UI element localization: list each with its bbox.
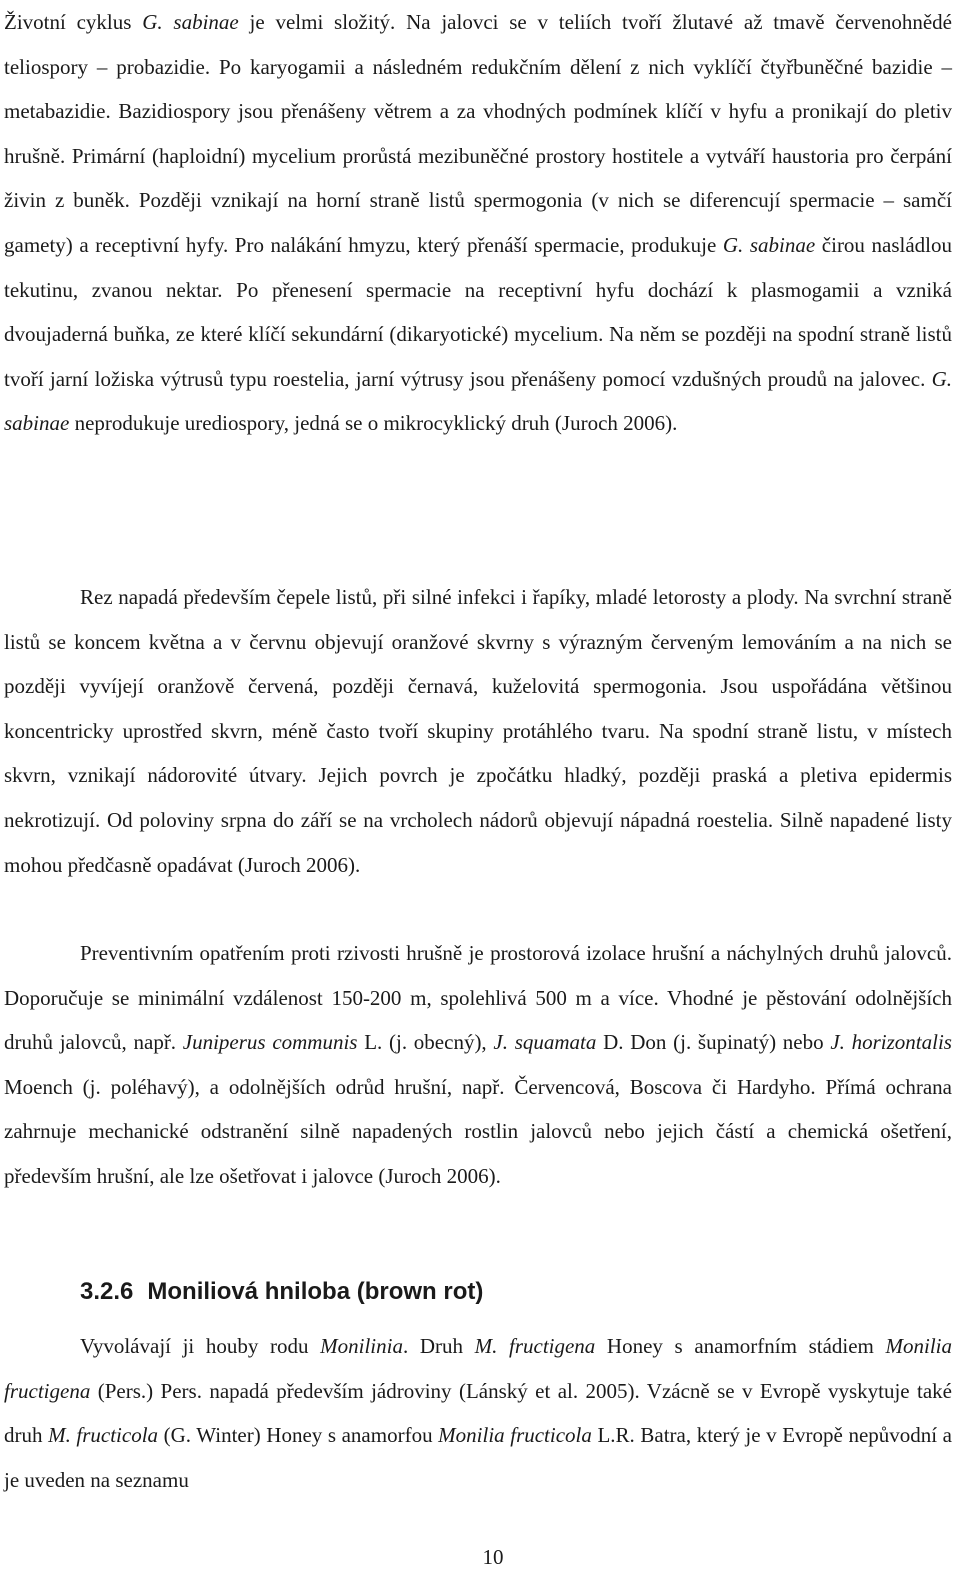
section-number: 3.2.6 [80,1278,134,1305]
text-run: neprodukuje urediospory, jedná se o mikrocyklický druh (Juroch 2006). [69,411,678,436]
species-name: G. sabinae [4,366,952,436]
species-name: Monilia fructicola [438,1423,592,1448]
text-run: D. Don (j. šupinatý) nebo [596,1030,831,1055]
section-title: Moniliová hniloba (brown rot) [147,1278,484,1305]
text-run: Vyvolávají ji houby rodu [80,1334,321,1358]
species-name: J. horizontalis [830,1030,952,1055]
text-run: L.R. Batra, který je v Evropě nepůvodní a je uveden na seznamu [4,1423,953,1492]
species-name: M. fructigena [474,1334,596,1358]
paragraph-symptoms [4,575,952,887]
species-name: Monilinia [320,1334,403,1358]
text-run: (Pers.) Pers. napadá především jádroviny (Lánský et al. 2005). Vzácně se v Evropě vyskytuje také druh [4,1378,952,1448]
text-run: Životní cyklus [4,10,143,34]
text-run: Rez napadá především čepele listů, při silné infekci i řapíky, mladé letorosty a plody. Na svrchní straně listů se koncem května a v červnu objevují oranžové skvrny s výrazným červeným lemováním a na nich se později vyvíjejí oranžově červená, později černavá, kuželovitá spermogonia. Jsou uspořádána většinou koncentricky uprostřed skvrn, méně často tvoří skupiny protáhlého tvaru. Na spodní straně listu, v místech skvrn, vznikají nádorovité útvary. Jejich povrch je zpočátku hladký, později praská a pletiva epidermis nekrotizují. Od poloviny srpna do září se na vrcholech nádorů objevují nápadná roestelia. Silně napadené listy mohou předčasně opadávat (Juroch 2006). [4,585,952,877]
text-run: Preventivním opatřením proti rzivosti hrušně je prostorová izolace hrušní a náchylných druhů jalovců. Doporučuje se minimální vzdálenost 150-200 m, spolehlivá 500 m a více. Vhodné je pěstování odolnějších druhů jalovců, např. [4,941,952,1055]
section-heading [80,1272,483,1312]
species-name: M. fructicola [48,1423,159,1448]
paragraph-life-cycle [4,0,952,446]
species-name: G. sabinae [722,232,816,257]
species-name: Monilia fructigena [4,1334,953,1403]
species-name: G. sabinae [142,10,239,34]
species-name: J. squamata [493,1030,597,1055]
text-run: čirou nasládlou tekutinu, zvanou nektar. Po přenesení spermacie na receptivní hyfu dochází k plasmogamii a vzniká dvoujaderná buňka, ze které klíčí sekundární (dikaryotické) mycelium. Na něm se později na spodní straně listů tvoří jarní ložiska výtrusů typu roestelia, jarní výtrusy jsou přenášeny pomocí vzdušných proudů na jalovec. [4,232,952,391]
text-run: Moench (j. poléhavý), a odolnějších odrůd hrušní, např. Červencová, Boscova či Hardyho. Přímá ochrana zahrnuje mechanické odstranění silně napadených rostlin jalovců nebo jejich částí a chemická ošetření, především hrušní, ale lze ošetřovat i jalovce (Juroch 2006). [4,1074,952,1188]
text-run: (G. Winter) Honey s anamorfou [158,1423,439,1448]
paragraph-monilinia [4,1324,952,1502]
text-run: . Druh [402,1334,475,1358]
text-run: L. (j. obecný), [357,1030,494,1055]
page-number: 10 [482,1545,504,1569]
text-run: je velmi složitý. Na jalovci se v teliích tvoří žlutavé až tmavě červenohnědé teliospory – probazidie. Po karyogamii a následném redukčním dělení z nich vyklíčí čtyřbuněčné bazidie – metabazidie. Bazidiospory jsou přenášeny větrem a za vhodných podmínek klíčí v hyfu a pronikají do pletiv hrušně. Primární (haploidní) mycelium prorůstá mezibuněčné prostory hostitele a vytváří haustoria pro čerpání živin z buněk. Později vznikají na horní straně listů spermogonia (v nich se diferencují spermacie – samčí gamety) a receptivní hyfy. Pro nalákání hmyzu, který přenáší spermacie, produkuje [4,10,952,257]
text-run: Honey s anamorfním stádiem [595,1334,886,1358]
paragraph-prevention [4,931,952,1199]
species-name: Juniperus communis [182,1030,358,1055]
